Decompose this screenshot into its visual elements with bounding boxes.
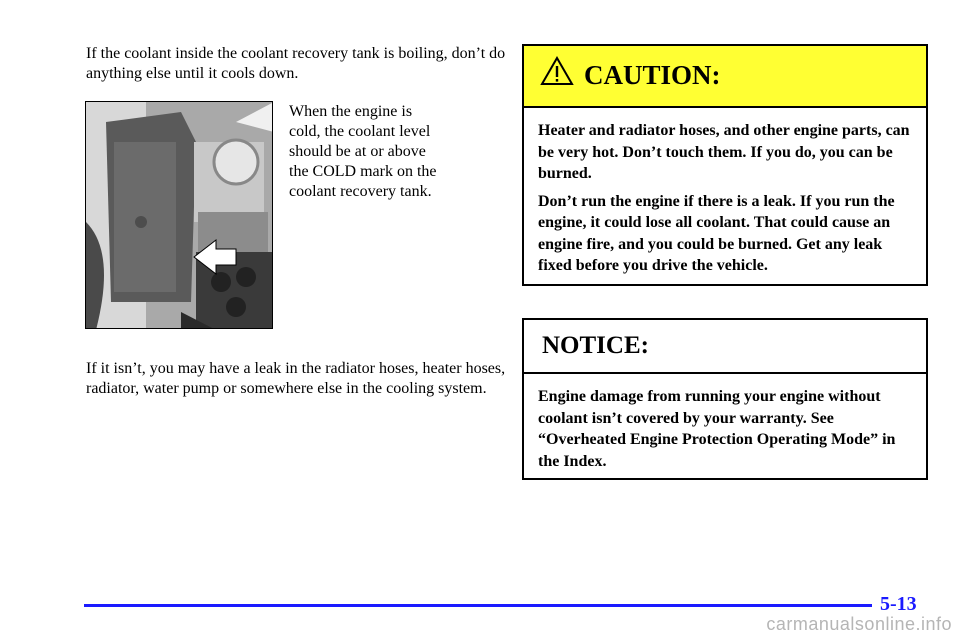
watermark: carmanualsonline.info: [766, 614, 952, 634]
caution-body: [524, 108, 926, 277]
caption-line: When the engine is: [289, 103, 413, 120]
notice-body: [524, 374, 926, 472]
caution-paragraph: Don’t run the engine if there is a leak. If you run the engine, it could lose all coolant. That could cause an engine fire, and you could be burned. Get any leak fixed before you drive the vehicle.: [538, 192, 895, 274]
caption-line: coolant recovery tank.: [289, 183, 432, 200]
intro-paragraph: If the coolant inside the coolant recovery tank is boiling, don’t do anything else until it cools down.: [86, 45, 506, 82]
caption-line: cold, the coolant level: [289, 123, 431, 140]
caution-header: [524, 46, 926, 108]
notice-header: [524, 320, 926, 374]
caption-line: should be at or above: [289, 143, 426, 160]
notice-paragraph: Engine damage from running your engine without coolant isn’t covered by your warranty. See “Overheated Engine Protection Operating Mode” in the Index.: [538, 388, 896, 470]
engine-coolant-tank-photo: [85, 101, 273, 329]
caution-box: [522, 44, 928, 286]
notice-box: [522, 318, 928, 480]
caution-title: CAUTION:: [584, 60, 721, 90]
caution-paragraph: Heater and radiator hoses, and other engine parts, can be very hot. Don’t touch them. If you do, you can be burned.: [538, 122, 910, 182]
footer-rule: [84, 604, 872, 607]
warning-triangle-icon: [540, 56, 574, 86]
page-number: 5-13: [880, 593, 917, 615]
figure-caption: [289, 102, 489, 202]
leak-paragraph: If it isn’t, you may have a leak in the radiator hoses, heater hoses, radiator, water pump or somewhere else in the cooling system.: [86, 360, 506, 397]
caption-line: the COLD mark on the: [289, 163, 437, 180]
notice-title: NOTICE:: [542, 332, 649, 359]
